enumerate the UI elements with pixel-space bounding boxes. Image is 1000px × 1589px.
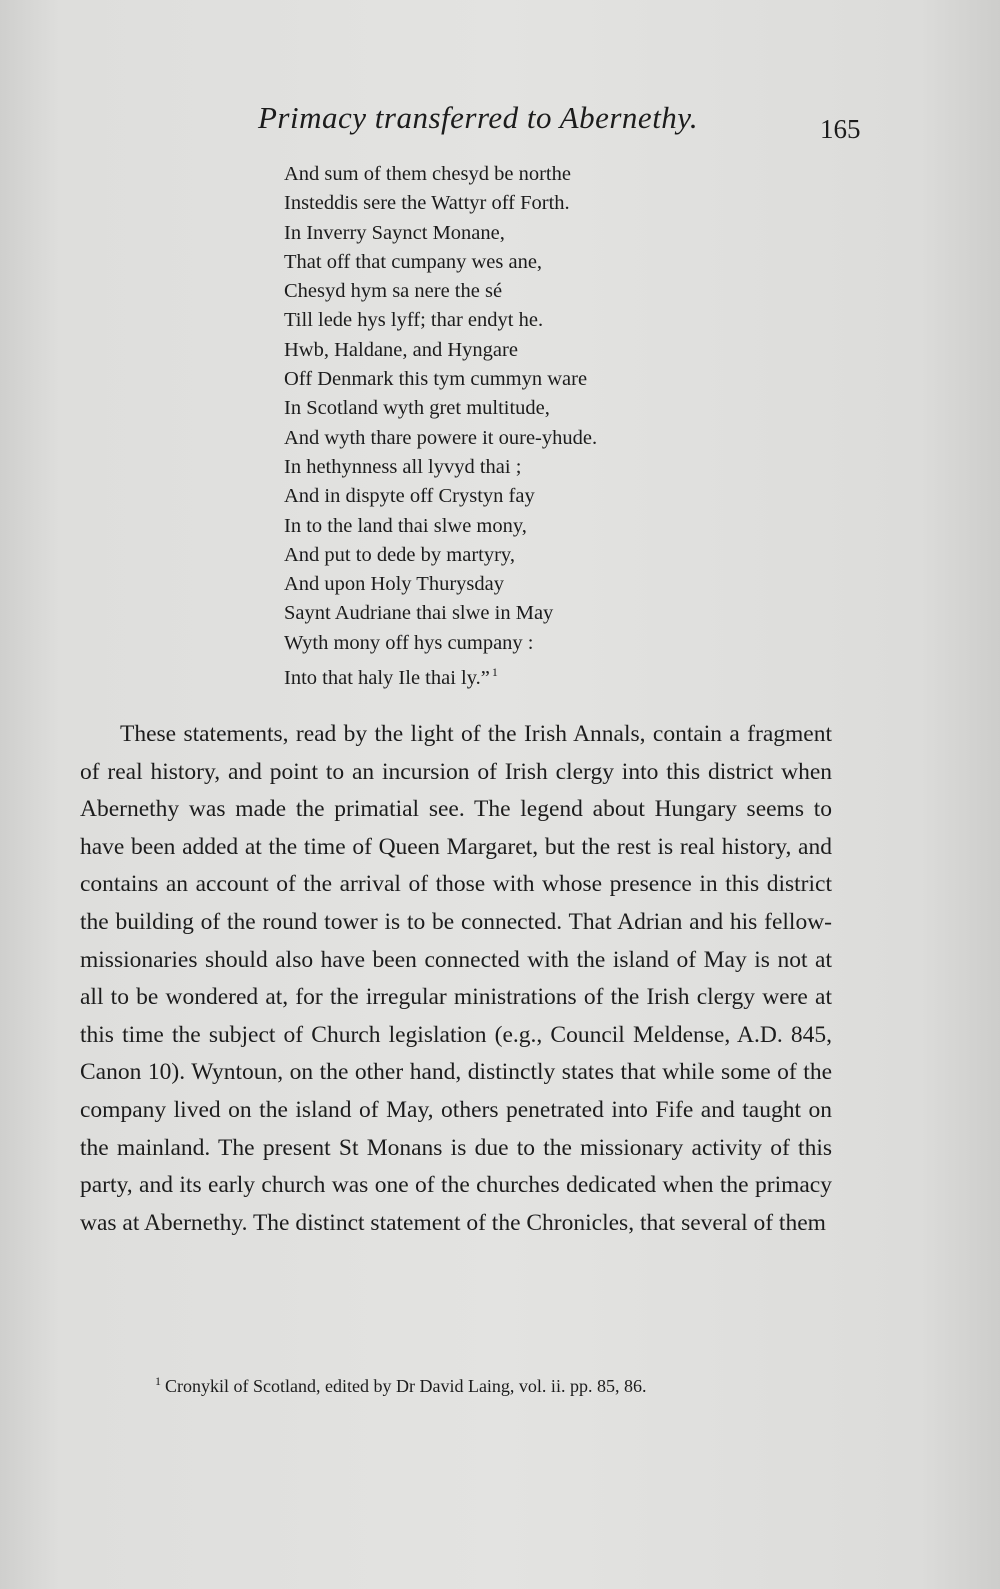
- running-title: Primacy transferred to Abernethy.: [258, 100, 699, 135]
- verse-line: In Scotland wyth gret multitude,: [284, 397, 550, 420]
- verse-line: And wyth thare powere it oure-yhude.: [284, 426, 598, 449]
- footnote-text: Cronykil of Scotland, edited by Dr David Laing, vol. ii. pp. 85, 86.: [165, 1376, 647, 1396]
- footnote: [155, 1374, 775, 1397]
- verse-line: Hwb, Haldane, and Hyngare: [284, 338, 518, 361]
- verse-line: Chesyd hym sa nere the sé: [284, 280, 503, 303]
- verse-line: Insteddis sere the Wattyr off Forth.: [284, 192, 570, 215]
- body-paragraph: These statements, read by the light of the Irish Annals, contain a fragment of real history, and point to an incursion of Irish clergy into this district when Abernethy was made the primatial see. The legend about Hungary seems to have been added at the time of Queen Margaret, but the rest is real history, and contains an account of the arrival of those with whose presence in this district the building of the round tower is to be connected. That Adrian and his fellow-missionaries should also have been connected with the island of May is not at all to be wondered at, for the irregular ministrations of the Irish clergy were at this time the subject of Church legislation (e.g., Council Meldense, A.D. 845, Canon 10). Wyntoun, on the other hand, distinctly states that while some of the company lived on the island of May, others penetrated into Fife and taught on the mainland. The present St Monans is due to the missionary activity of this party, and its early church was one of the churches dedicated when the primacy was at Abernethy. The distinct statement of the Chronicles, that several of them: [80, 721, 832, 1236]
- verse-line: And in dispyte off Crystyn fay: [284, 485, 535, 508]
- verse-line: Till lede hys lyff; thar endyt he.: [284, 309, 544, 332]
- verse-line: Saynt Audriane thai slwe in May: [284, 602, 554, 625]
- verse-line: In Inverry Saynct Monane,: [284, 221, 505, 244]
- page-number: 165: [820, 114, 861, 144]
- verse-line: And put to dede by martyry,: [284, 543, 515, 566]
- verse-quotation: [284, 160, 704, 693]
- page-header: [0, 100, 1000, 150]
- verse-line: Off Denmark this tym cummyn ware: [284, 368, 588, 391]
- verse-line: And sum of them chesyd be northe: [284, 163, 571, 185]
- verse-line: Wyth mony off hys cumpany :: [284, 631, 534, 654]
- verse-line-last: [284, 658, 704, 693]
- verse-line: And upon Holy Thurysday: [284, 573, 504, 596]
- footnote-reference[interactable]: 1: [491, 665, 498, 680]
- verse-line: In hethynness all lyvyd thai ;: [284, 455, 522, 478]
- verse-line-text: Into that haly Ile thai ly.”: [284, 666, 490, 689]
- footnote-marker: 1: [155, 1374, 161, 1388]
- verse-line: That off that cumpany wes ane,: [284, 250, 543, 273]
- verse-line: In to the land thai slwe mony,: [284, 514, 527, 537]
